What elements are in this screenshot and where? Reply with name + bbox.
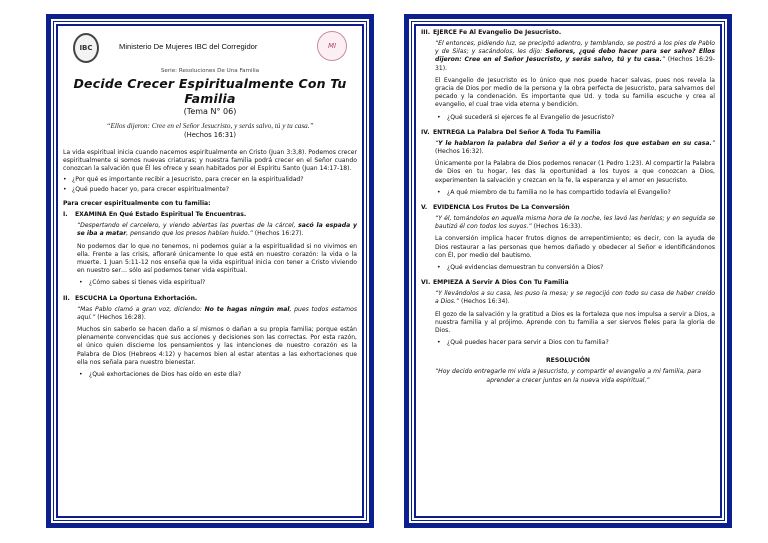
document-title: Decide Crecer Espiritualmente Con Tu Familia <box>73 76 347 106</box>
section-4-verse: “Y le hablaron la palabra del Señor a él y a todos los que estaban en su casa.” (Hechos 16:32). <box>435 139 715 156</box>
section-4-question: • ¿A qué miembro de tu familia no le has compartido todavía el Evangelio? <box>437 188 671 196</box>
resolution-heading: RESOLUCIÓN <box>545 357 591 365</box>
series-label: Serie: Resoluciones De Una Familia <box>160 68 260 74</box>
key-verse-reference: (Hechos 16:31) <box>183 131 237 139</box>
topic-number: (Tema N° 06) <box>183 107 237 116</box>
section-5-question: • ¿Qué evidencias demuestran tu conversión a Dios? <box>437 264 604 272</box>
section-heading-4: IV. ENTREGA La Palabra Del Señor A Toda Tu Familia <box>421 128 601 136</box>
ministry-name: Ministerio De Mujeres IBC del Corregidor <box>119 42 258 51</box>
church-logo: IBC <box>73 33 99 63</box>
section-heading-6: VI. EMPIEZA A Servir A Dios Con Tu Familia <box>421 279 569 287</box>
intro-bullet: • ¿Qué puedo hacer yo, para crecer espiritualmente? <box>63 185 230 193</box>
left-page <box>46 14 374 528</box>
section-heading-3: III. EJERCE Fe Al Evangelio De Jesucristo. <box>421 29 562 36</box>
section-1-verse: “Despertando el carcelero, y viendo abiertas las puertas de la cárcel, sacó la espada y se iba a matar, pensando que los presos habían huido.” (Hechos 16:27). <box>77 222 357 238</box>
right-page <box>404 14 732 528</box>
section-3-verse: “El entonces, pidiendo luz, se precipitó adentro, y temblando, se postró a los pies de Pablo y de Silas; y sacándolos, les dijo: Señores, ¿qué debo hacer para ser salvo? Ellos dijeron: Cree en el Señor Jesucristo, y serás salvo, tú y tu casa.” (Hechos 16:29-31). <box>435 40 715 72</box>
section-2-body: Muchos sin saberlo se hacen daño a sí mismos o dañan a su propia familia; porque están plenamente convencidas que sus acciones y decisiones son las correctas. Por esta razón, el único quien discierne los pensamientos y las intenciones de nuestro corazón es la Palabra de Dios (Hebreos 4:12) y hacemos bien al estar atentas a las exhortaciones que ella nos señala para nuestro bienestar. <box>77 326 357 366</box>
section-3-body: El Evangelio de Jesucristo es lo único que nos puede hacer salvas, pues nos revela la gracia de Dios por medio de la persona y la obra perfecta de Jesucristo, para salvarnos del pecado y la condenación. Es importante que Ud. y toda su familia escuche y crea al evangelio, el cual trae vida eterna y bendición. <box>435 76 715 109</box>
section-4-body: Únicamente por la Palabra de Dios podemos renacer (1 Pedro 1:23). Al compartir la Palabra de Dios en tu hogar, les das la oportunidad a los tuyos a que conozcan a Dios, experimenten la salvación y crezcan en la fe, la esperanza y el amor en Jesucristo. <box>435 160 715 184</box>
section-1-question: • ¿Cómo sabes si tienes vida espiritual? <box>79 279 206 287</box>
section-heading-1: I. EXAMINA En Qué Estado Espiritual Te Encuentras. <box>63 211 247 219</box>
section-5-body: La conversión implica hacer frutos dignos de arrepentimiento; es decir, con la ayuda de Dios restaurar a las personas que hemos dañado y obedecer al Señor e identificándonos con Él, por medio del bautismo. <box>435 235 715 259</box>
section-6-verse: “Y llevándolos a su casa, les puso la mesa; y se regocijó con todo su casa de haber creído a Dios.” (Hechos 16:34). <box>435 290 715 306</box>
section-heading-2: II. ESCUCHA La Oportuna Exhortación. <box>63 294 198 302</box>
intro-bullet: • ¿Por qué es importante recibir a Jesucristo, para crecer en la espiritualidad? <box>63 175 304 183</box>
section-6-question: • ¿Qué puedes hacer para servir a Dios con tu familia? <box>437 339 609 347</box>
section-2-verse: “Mas Pablo clamó a gran voz, diciendo: No te hagas ningún mal, pues todos estamos aquí.” (Hechos 16:28). <box>77 305 357 321</box>
page-header <box>63 29 357 71</box>
section-3-question: • ¿Qué sucederá si ejerces fe al Evangelio de Jesucristo? <box>437 113 615 121</box>
section-1-body: No podemos dar lo que no tenemos, ni podemos guiar a la espiritualidad si no vivimos en ella. Frente a las crisis, afloraré únicamente lo que está en nuestro corazón: la vida o la muerte. 1 Juan 5:11-12 nos enseña que la vida espiritual inicia con tener a Cristo viviendo en nuestro ser… sólo así podemos tener vida espiritual. <box>77 242 357 275</box>
lead-line: Para crecer espiritualmente con tu familia: <box>63 200 211 208</box>
section-heading-5: V. EVIDENCIA Los Frutos De La Conversión <box>421 204 570 212</box>
section-2-question: • ¿Qué exhortaciones de Dios has oído en este día? <box>79 371 242 379</box>
key-verse: “Ellos dijeron: Cree en el Señor Jesucristo, y serás salvo, tú y tu casa.” <box>106 122 314 130</box>
resolution-text: “Hoy decido entregarle mi vida a Jesucristo, y compartir el evangelio a mi familia, para aprender a crecer juntos en la nueva vida espiritual.” <box>434 368 702 384</box>
section-6-body: El gozo de la salvación y la gratitud a Dios es la fortaleza que nos impulsa a servir a Dios, a nuestra familia y al prójimo. Aprende con tu familia a ser siervos fieles para la gloria de Dios. <box>435 310 715 335</box>
ministry-logo: MI <box>317 31 347 61</box>
section-5-verse: “Y él, tomándolos en aquella misma hora de la noche, les lavó las heridas; y en seguida se bautizó él con todos los suyos.” (Hechos 16:33). <box>435 215 715 231</box>
intro-paragraph: La vida espiritual inicia cuando nacemos espiritualmente en Cristo (Juan 3:3,8). Podemos crecer espiritualmente si somos nuevas criaturas; y nuestra familia podrá crecer en el Señor cuando conozcan la salvación que Él les ofrece y sean habitados por el Espíritu Santo (Juan 14:17-18). <box>63 149 357 173</box>
